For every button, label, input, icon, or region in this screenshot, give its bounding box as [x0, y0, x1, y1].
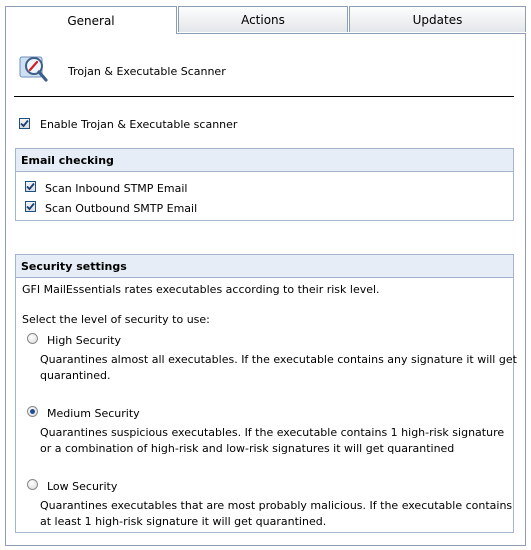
- scan-inbound-label: Scan Inbound STMP Email: [45, 182, 188, 195]
- email-checking-title: Email checking: [16, 149, 513, 172]
- medium-security-label[interactable]: Medium Security: [47, 407, 140, 420]
- tab-general[interactable]: General: [5, 6, 177, 34]
- medium-security-desc-line2: or a combination of high-risk and low-risk signatures it will get quarantined: [40, 442, 455, 455]
- enable-scanner-label: Enable Trojan & Executable scanner: [40, 118, 238, 131]
- low-security-label[interactable]: Low Security: [47, 480, 118, 493]
- medium-security-desc-line1: Quarantines suspicious executables. If the executable contains 1 high-risk signature: [40, 426, 505, 439]
- medium-security-radio[interactable]: [27, 406, 38, 417]
- header-divider: [14, 96, 514, 97]
- high-security-desc-line1: Quarantines almost all executables. If the executable contains any signature it will get: [40, 353, 517, 366]
- scan-inbound-checkbox[interactable]: [25, 181, 36, 192]
- high-security-label[interactable]: High Security: [47, 334, 121, 347]
- high-security-radio[interactable]: [27, 333, 38, 344]
- tab-strip: [5, 6, 526, 33]
- low-security-radio[interactable]: [27, 479, 38, 490]
- security-intro: GFI MailEssentials rates executables according to their risk level.: [22, 283, 380, 296]
- enable-scanner-checkbox[interactable]: [19, 118, 30, 129]
- scan-outbound-label: Scan Outbound SMTP Email: [45, 202, 198, 215]
- tab-actions[interactable]: Actions: [178, 6, 348, 32]
- high-security-desc-line2: quarantined.: [40, 369, 111, 382]
- page-title: Trojan & Executable Scanner: [68, 65, 226, 78]
- security-settings-title: Security settings: [16, 255, 513, 278]
- scan-outbound-checkbox[interactable]: [25, 201, 36, 212]
- tab-updates[interactable]: Updates: [349, 6, 526, 32]
- low-security-desc-line1: Quarantines executables that are most probably malicious. If the executable contains: [40, 499, 513, 512]
- magnifier-scanner-icon: [18, 53, 50, 85]
- low-security-desc-line2: at least 1 high-risk signature it will get quarantined.: [40, 515, 327, 528]
- security-prompt: Select the level of security to use:: [22, 313, 210, 326]
